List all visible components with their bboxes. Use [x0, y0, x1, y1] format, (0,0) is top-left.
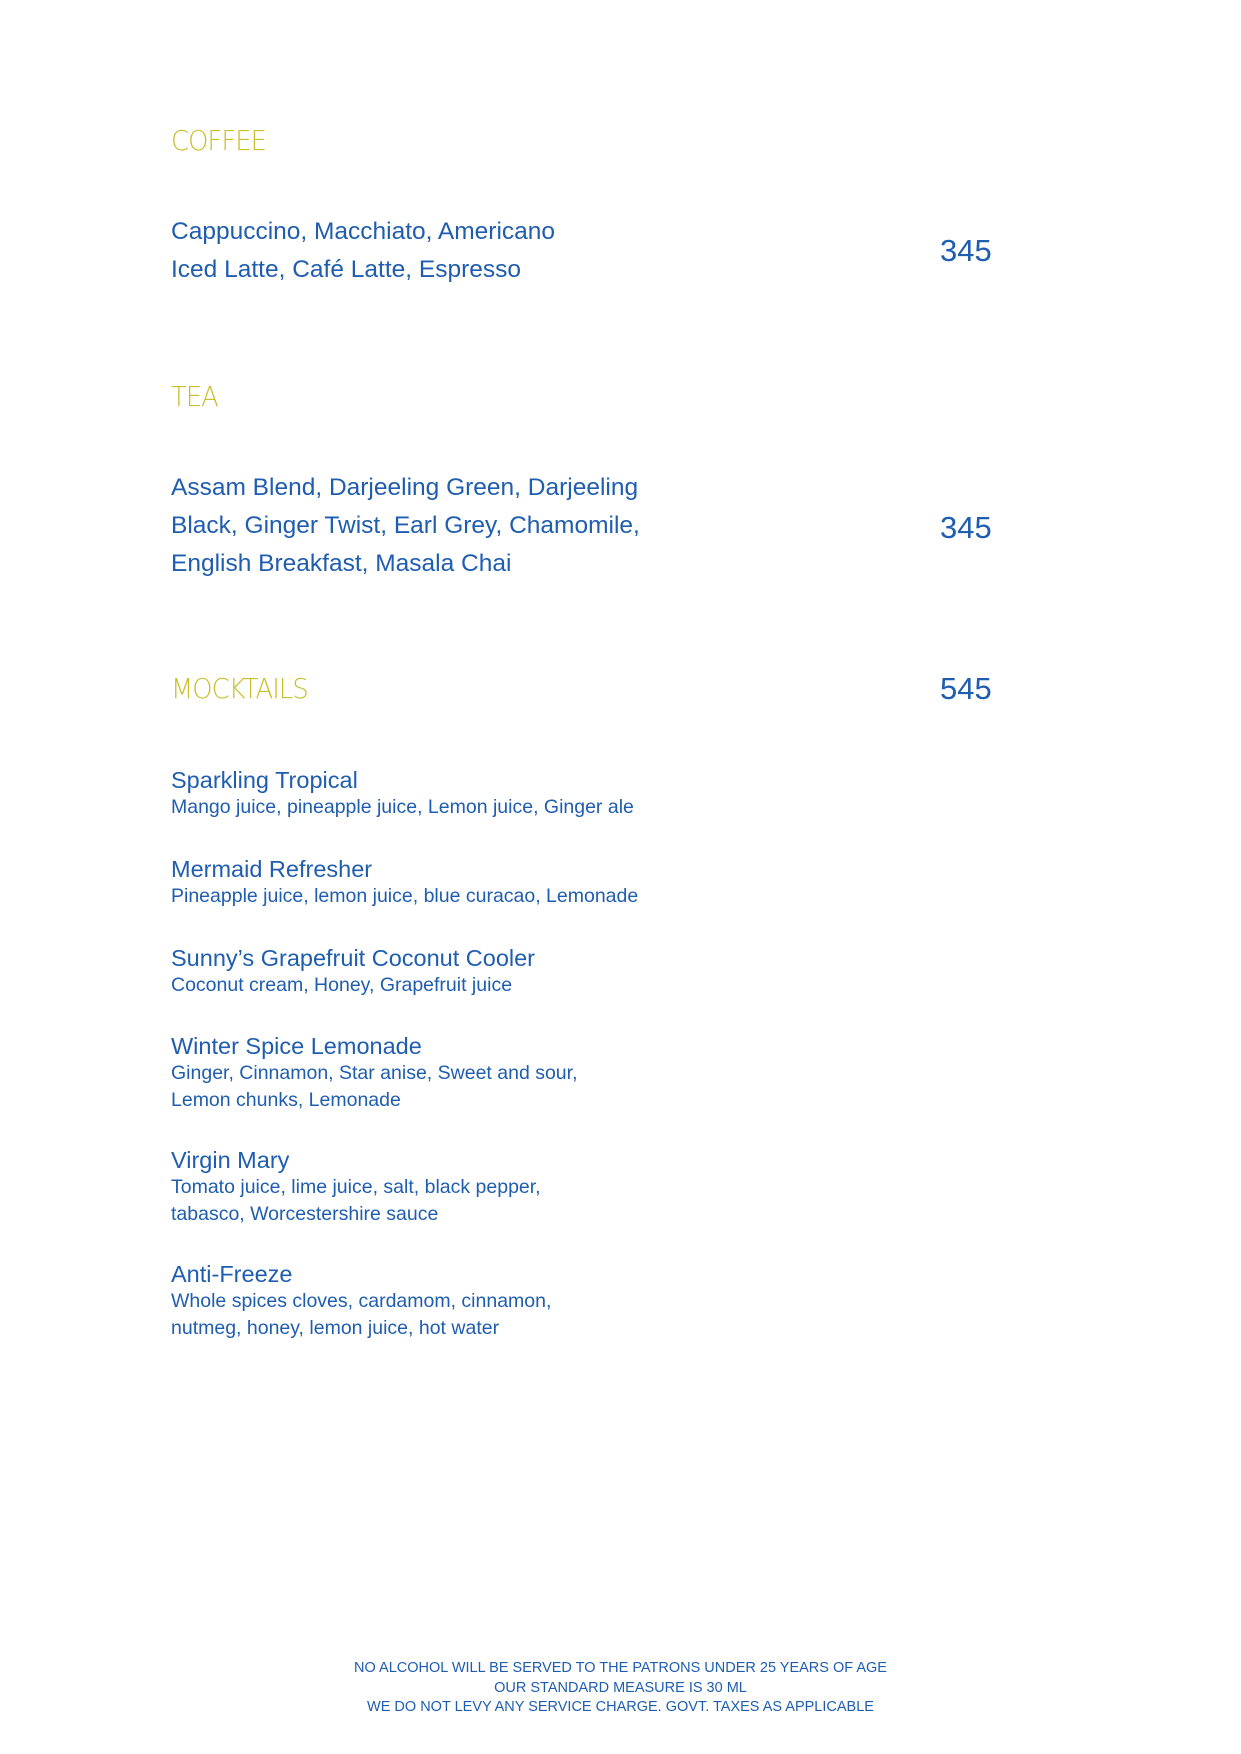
mocktail-desc: Ginger, Cinnamon, Star anise, Sweet and sour, [171, 1062, 578, 1084]
mocktail-desc: tabasco, Worcestershire sauce [171, 1203, 439, 1225]
mocktail-desc: Pineapple juice, lemon juice, blue curacao, Lemonade [171, 885, 639, 907]
mocktail-desc: Lemon chunks, Lemonade [171, 1089, 401, 1111]
coffee-line: Iced Latte, Café Latte, Espresso [171, 256, 522, 283]
tea-line: English Breakfast, Masala Chai [171, 550, 512, 577]
mocktail-name: Sparkling Tropical [171, 767, 358, 793]
mocktail-desc: Whole spices cloves, cardamom, cinnamon, [171, 1290, 552, 1312]
mocktail-item [171, 766, 634, 821]
footer-line: WE DO NOT LEVY ANY SERVICE CHARGE. GOVT. TAXES AS APPLICABLE [367, 1699, 874, 1715]
coffee-line: Cappuccino, Macchiato, Americano [171, 218, 556, 245]
mocktail-item [171, 1032, 577, 1114]
tea-items [171, 469, 640, 583]
tea-price: 345 [940, 510, 992, 545]
mocktail-item [171, 855, 638, 910]
mocktail-name: Sunny’s Grapefruit Coconut Cooler [171, 945, 536, 971]
footer-line: OUR STANDARD MEASURE IS 30 ML [494, 1679, 747, 1696]
coffee-items [171, 213, 555, 289]
mocktail-name: Virgin Mary [171, 1147, 290, 1173]
mocktail-name: Anti-Freeze [171, 1261, 293, 1287]
footer-notes [0, 1659, 1241, 1718]
mocktail-desc: Mango juice, pineapple juice, Lemon juice, Ginger ale [171, 796, 634, 818]
coffee-price: 345 [940, 233, 992, 268]
mocktails-price: 545 [940, 671, 992, 706]
mocktail-desc: nutmeg, honey, lemon juice, hot water [171, 1317, 500, 1339]
coffee-heading: COFFEE [171, 124, 266, 157]
tea-line: Assam Blend, Darjeeling Green, Darjeeling [171, 474, 639, 501]
mocktail-item [171, 944, 535, 999]
mocktail-item [171, 1146, 541, 1228]
mocktail-item [171, 1260, 551, 1342]
tea-heading: TEA [171, 380, 218, 413]
mocktail-name: Mermaid Refresher [171, 856, 373, 882]
mocktails-heading: MOCKTAILS [171, 672, 308, 705]
mocktail-name: Winter Spice Lemonade [171, 1033, 422, 1059]
tea-line: Black, Ginger Twist, Earl Grey, Chamomile, [171, 512, 640, 539]
mocktail-desc: Coconut cream, Honey, Grapefruit juice [171, 974, 513, 996]
footer-line: NO ALCOHOL WILL BE SERVED TO THE PATRONS UNDER 25 YEARS OF AGE [354, 1660, 887, 1676]
mocktail-desc: Tomato juice, lime juice, salt, black pepper, [171, 1176, 541, 1198]
